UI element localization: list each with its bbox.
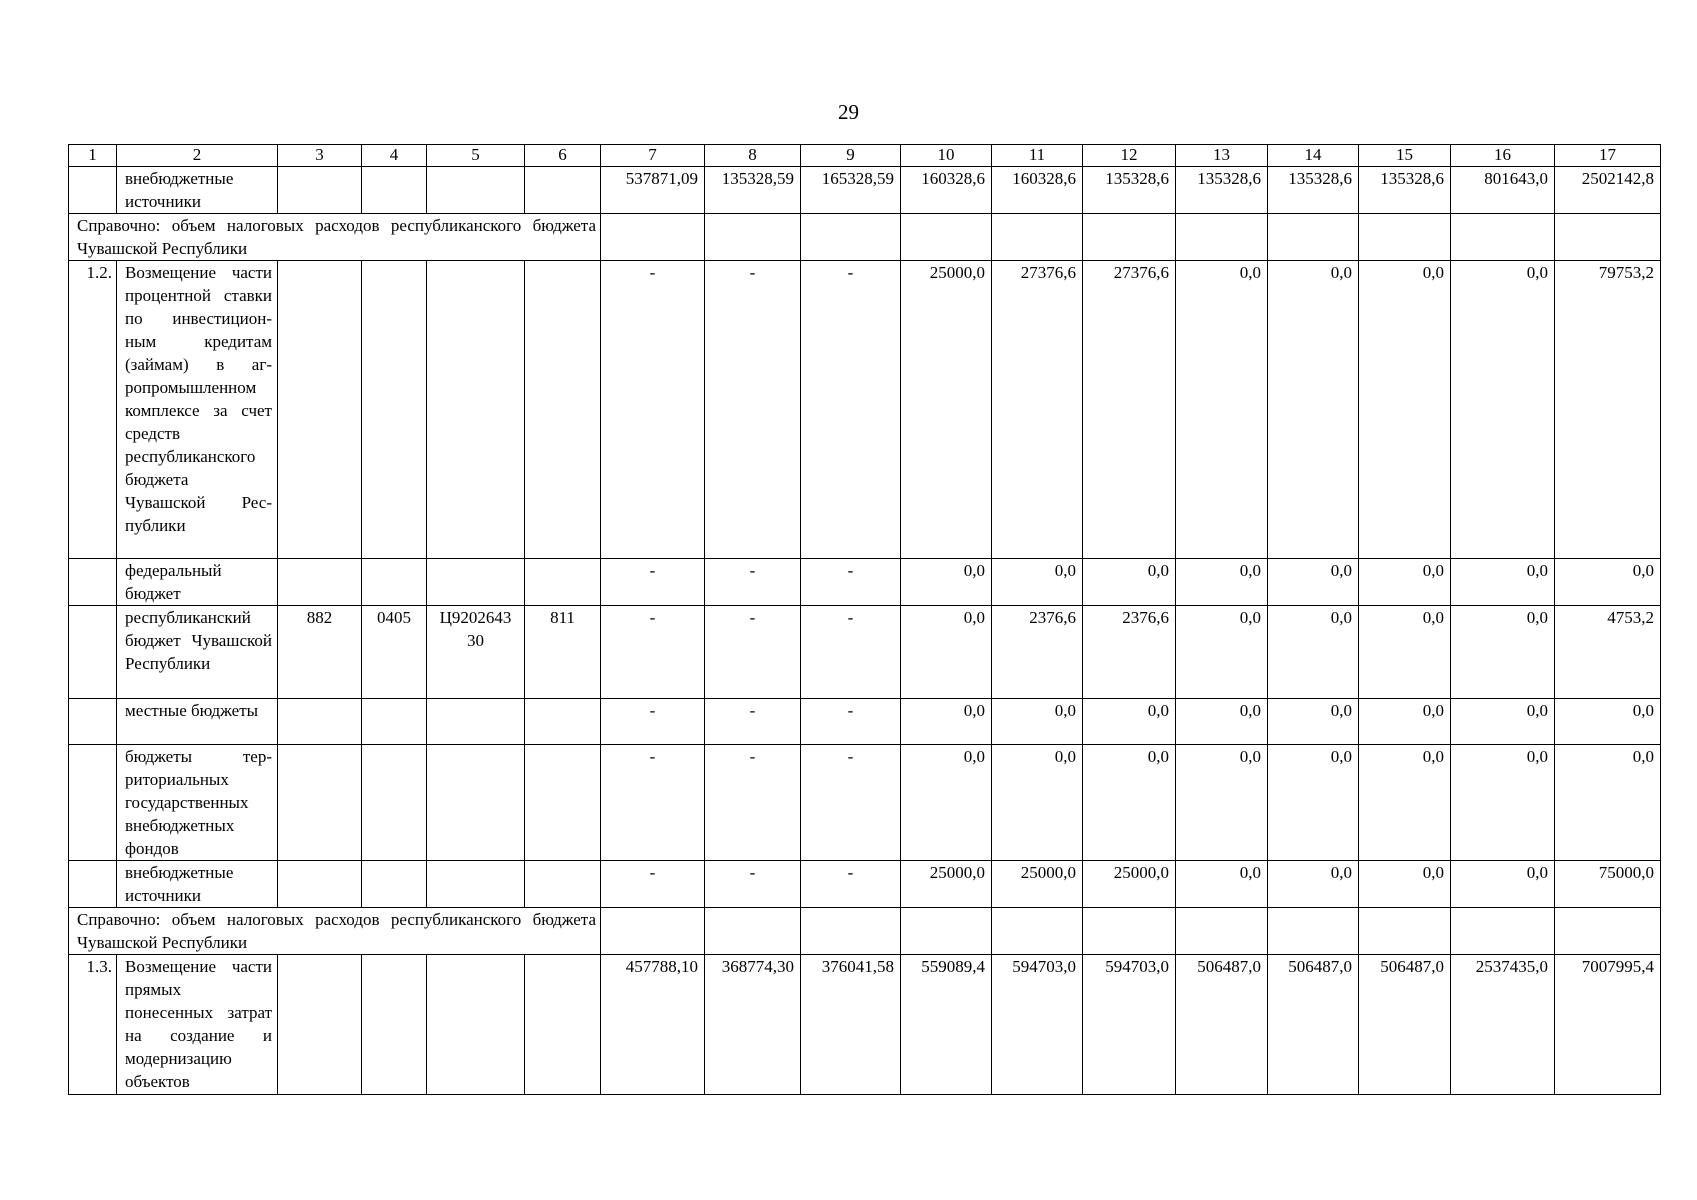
value-cell-col-17: 2502142,8 [1555, 167, 1661, 214]
reference-note-text: Справочно: объем налоговых расходов республиканского бюджета Чувашской Республики [69, 908, 601, 955]
value-cell-col-15: 0,0 [1359, 699, 1451, 745]
value-cell-col-15: 135328,6 [1359, 167, 1451, 214]
expense-type-code [525, 861, 601, 908]
value-cell-col-9: - [801, 606, 901, 699]
row-index [69, 699, 117, 745]
empty-cell [1555, 908, 1661, 955]
value-cell-col-15: 0,0 [1359, 861, 1451, 908]
value-cell-col-10: 0,0 [901, 745, 992, 861]
section-code [362, 699, 427, 745]
value-cell-col-17: 75000,0 [1555, 861, 1661, 908]
value-cell-col-8: - [705, 261, 801, 559]
empty-cell [1359, 214, 1451, 261]
column-number-header: 2 [117, 145, 278, 167]
row-name: Возмещение части процентной ставки по инвестиционным кредитам (займам) в агропромышленном комплексе за счет средств республиканского бюджета Чувашской Республики [117, 261, 278, 559]
target-article-code [427, 955, 525, 1095]
value-cell-col-17: 0,0 [1555, 745, 1661, 861]
value-cell-col-14: 0,0 [1268, 559, 1359, 606]
value-cell-col-10: 25000,0 [901, 261, 992, 559]
glavny-rasporyaditel-code [278, 955, 362, 1095]
reference-note-row [69, 214, 1661, 261]
column-number-header: 5 [427, 145, 525, 167]
value-cell-col-8: - [705, 699, 801, 745]
empty-cell [1176, 214, 1268, 261]
value-cell-col-17: 79753,2 [1555, 261, 1661, 559]
value-cell-col-16: 0,0 [1451, 699, 1555, 745]
value-cell-col-7: - [601, 861, 705, 908]
value-cell-col-11: 594703,0 [992, 955, 1083, 1095]
empty-cell [901, 908, 992, 955]
row-index [69, 861, 117, 908]
column-number-header: 7 [601, 145, 705, 167]
column-number-header: 17 [1555, 145, 1661, 167]
glavny-rasporyaditel-code [278, 167, 362, 214]
value-cell-col-9: - [801, 861, 901, 908]
value-cell-col-7: - [601, 261, 705, 559]
value-cell-col-11: 0,0 [992, 559, 1083, 606]
empty-cell [1176, 908, 1268, 955]
value-cell-col-10: 0,0 [901, 699, 992, 745]
value-cell-col-7: - [601, 699, 705, 745]
expense-type-code [525, 261, 601, 559]
empty-cell [1451, 214, 1555, 261]
value-cell-col-16: 0,0 [1451, 559, 1555, 606]
value-cell-col-16: 0,0 [1451, 745, 1555, 861]
value-cell-col-14: 0,0 [1268, 861, 1359, 908]
value-cell-col-9: - [801, 699, 901, 745]
target-article-code [427, 861, 525, 908]
empty-cell [992, 908, 1083, 955]
value-cell-col-16: 801643,0 [1451, 167, 1555, 214]
target-article-code [427, 745, 525, 861]
value-cell-col-12: 27376,6 [1083, 261, 1176, 559]
expense-type-code: 811 [525, 606, 601, 699]
value-cell-col-13: 0,0 [1176, 559, 1268, 606]
value-cell-col-8: - [705, 559, 801, 606]
empty-cell [801, 214, 901, 261]
value-cell-col-11: 0,0 [992, 699, 1083, 745]
value-cell-col-12: 594703,0 [1083, 955, 1176, 1095]
empty-cell [705, 214, 801, 261]
value-cell-col-15: 0,0 [1359, 606, 1451, 699]
glavny-rasporyaditel-code: 882 [278, 606, 362, 699]
table-row [69, 606, 1661, 699]
value-cell-col-11: 160328,6 [992, 167, 1083, 214]
row-name: внебюджетные источники [117, 861, 278, 908]
section-code [362, 861, 427, 908]
table-row [69, 261, 1661, 559]
value-cell-col-8: 135328,59 [705, 167, 801, 214]
value-cell-col-10: 0,0 [901, 559, 992, 606]
column-number-header: 12 [1083, 145, 1176, 167]
value-cell-col-9: - [801, 261, 901, 559]
value-cell-col-11: 27376,6 [992, 261, 1083, 559]
value-cell-col-9: - [801, 559, 901, 606]
value-cell-col-9: 165328,59 [801, 167, 901, 214]
section-code: 0405 [362, 606, 427, 699]
expense-type-code [525, 699, 601, 745]
value-cell-col-16: 2537435,0 [1451, 955, 1555, 1095]
value-cell-col-15: 0,0 [1359, 261, 1451, 559]
empty-cell [1083, 214, 1176, 261]
value-cell-col-10: 559089,4 [901, 955, 992, 1095]
target-article-code [427, 699, 525, 745]
empty-cell [1268, 214, 1359, 261]
value-cell-col-9: 376041,58 [801, 955, 901, 1095]
value-cell-col-15: 506487,0 [1359, 955, 1451, 1095]
glavny-rasporyaditel-code [278, 699, 362, 745]
value-cell-col-11: 25000,0 [992, 861, 1083, 908]
value-cell-col-13: 0,0 [1176, 699, 1268, 745]
value-cell-col-16: 0,0 [1451, 606, 1555, 699]
value-cell-col-8: - [705, 606, 801, 699]
column-number-header: 3 [278, 145, 362, 167]
empty-cell [901, 214, 992, 261]
row-name: республиканский бюджет Чувашской Республики [117, 606, 278, 699]
value-cell-col-7: - [601, 745, 705, 861]
value-cell-col-13: 0,0 [1176, 606, 1268, 699]
value-cell-col-14: 506487,0 [1268, 955, 1359, 1095]
row-index: 1.2. [69, 261, 117, 559]
value-cell-col-8: - [705, 745, 801, 861]
column-number-header: 8 [705, 145, 801, 167]
value-cell-col-13: 0,0 [1176, 261, 1268, 559]
value-cell-col-14: 0,0 [1268, 606, 1359, 699]
value-cell-col-11: 2376,6 [992, 606, 1083, 699]
target-article-code [427, 261, 525, 559]
value-cell-col-10: 25000,0 [901, 861, 992, 908]
column-number-header-row [69, 145, 1661, 167]
value-cell-col-12: 0,0 [1083, 699, 1176, 745]
row-index [69, 167, 117, 214]
empty-cell [992, 214, 1083, 261]
expense-type-code [525, 167, 601, 214]
value-cell-col-15: 0,0 [1359, 745, 1451, 861]
value-cell-col-7: - [601, 606, 705, 699]
row-index [69, 745, 117, 861]
budget-table [68, 144, 1661, 1095]
table-row [69, 861, 1661, 908]
column-number-header: 14 [1268, 145, 1359, 167]
row-index [69, 606, 117, 699]
value-cell-col-15: 0,0 [1359, 559, 1451, 606]
section-code [362, 955, 427, 1095]
value-cell-col-12: 0,0 [1083, 745, 1176, 861]
value-cell-col-13: 506487,0 [1176, 955, 1268, 1095]
empty-cell [801, 908, 901, 955]
glavny-rasporyaditel-code [278, 861, 362, 908]
value-cell-col-13: 0,0 [1176, 745, 1268, 861]
empty-cell [1359, 908, 1451, 955]
column-number-header: 13 [1176, 145, 1268, 167]
section-code [362, 559, 427, 606]
column-number-header: 10 [901, 145, 992, 167]
value-cell-col-7: - [601, 559, 705, 606]
column-number-header: 1 [69, 145, 117, 167]
value-cell-col-17: 0,0 [1555, 699, 1661, 745]
section-code [362, 261, 427, 559]
row-index [69, 559, 117, 606]
target-article-code [427, 167, 525, 214]
value-cell-col-16: 0,0 [1451, 261, 1555, 559]
value-cell-col-10: 0,0 [901, 606, 992, 699]
value-cell-col-13: 0,0 [1176, 861, 1268, 908]
empty-cell [1555, 214, 1661, 261]
glavny-rasporyaditel-code [278, 261, 362, 559]
value-cell-col-14: 0,0 [1268, 699, 1359, 745]
column-number-header: 11 [992, 145, 1083, 167]
empty-cell [1268, 908, 1359, 955]
empty-cell [601, 214, 705, 261]
expense-type-code [525, 559, 601, 606]
table-row [69, 559, 1661, 606]
empty-cell [1083, 908, 1176, 955]
table-row [69, 745, 1661, 861]
table-row [69, 955, 1661, 1095]
value-cell-col-12: 25000,0 [1083, 861, 1176, 908]
empty-cell [1451, 908, 1555, 955]
value-cell-col-11: 0,0 [992, 745, 1083, 861]
reference-note-row [69, 908, 1661, 955]
value-cell-col-12: 0,0 [1083, 559, 1176, 606]
column-number-header: 9 [801, 145, 901, 167]
glavny-rasporyaditel-code [278, 559, 362, 606]
target-article-code [427, 559, 525, 606]
row-index: 1.3. [69, 955, 117, 1095]
empty-cell [705, 908, 801, 955]
row-name: Возмещение части прямых понесенных затрат на создание и модернизацию объектов [117, 955, 278, 1095]
value-cell-col-7: 537871,09 [601, 167, 705, 214]
value-cell-col-13: 135328,6 [1176, 167, 1268, 214]
glavny-rasporyaditel-code [278, 745, 362, 861]
value-cell-col-9: - [801, 745, 901, 861]
row-name: бюджеты территориальных государственных внебюджетных фондов [117, 745, 278, 861]
value-cell-col-14: 135328,6 [1268, 167, 1359, 214]
value-cell-col-8: - [705, 861, 801, 908]
expense-type-code [525, 955, 601, 1095]
column-number-header: 16 [1451, 145, 1555, 167]
value-cell-col-8: 368774,30 [705, 955, 801, 1095]
value-cell-col-16: 0,0 [1451, 861, 1555, 908]
section-code [362, 745, 427, 861]
value-cell-col-12: 135328,6 [1083, 167, 1176, 214]
target-article-code: Ц920264330 [427, 606, 525, 699]
value-cell-col-12: 2376,6 [1083, 606, 1176, 699]
table-row [69, 167, 1661, 214]
value-cell-col-14: 0,0 [1268, 745, 1359, 861]
column-number-header: 4 [362, 145, 427, 167]
value-cell-col-17: 7007995,4 [1555, 955, 1661, 1095]
empty-cell [601, 908, 705, 955]
value-cell-col-10: 160328,6 [901, 167, 992, 214]
reference-note-text: Справочно: объем налоговых расходов республиканского бюджета Чувашской Республики [69, 214, 601, 261]
value-cell-col-14: 0,0 [1268, 261, 1359, 559]
column-number-header: 15 [1359, 145, 1451, 167]
column-number-header: 6 [525, 145, 601, 167]
page-number: 29 [838, 100, 859, 124]
expense-type-code [525, 745, 601, 861]
table-row [69, 699, 1661, 745]
value-cell-col-17: 4753,2 [1555, 606, 1661, 699]
value-cell-col-7: 457788,10 [601, 955, 705, 1095]
row-name: федеральный бюджет [117, 559, 278, 606]
value-cell-col-17: 0,0 [1555, 559, 1661, 606]
section-code [362, 167, 427, 214]
row-name: местные бюджеты [117, 699, 278, 745]
row-name: внебюджетные источники [117, 167, 278, 214]
